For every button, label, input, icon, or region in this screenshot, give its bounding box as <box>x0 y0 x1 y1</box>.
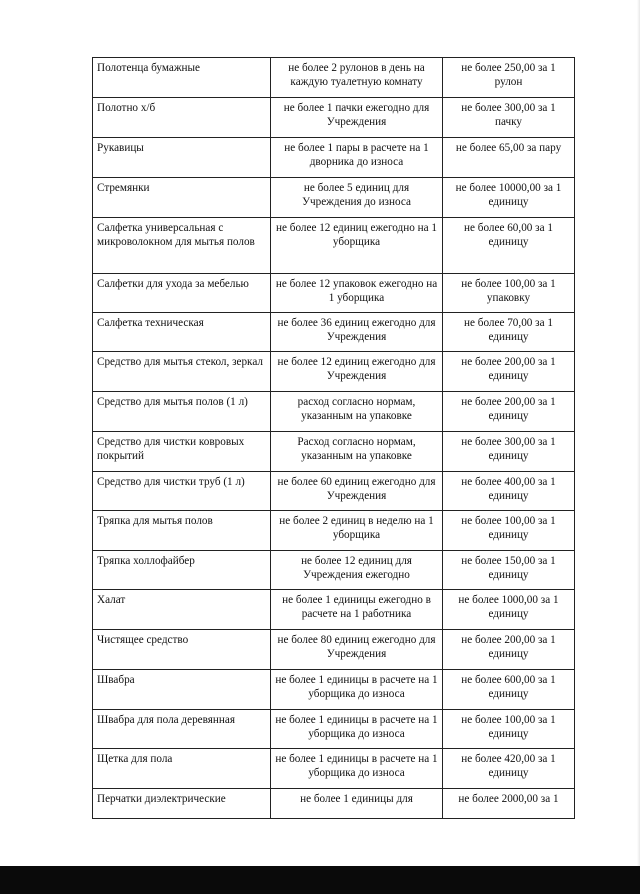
item-price-cell: не более 300,00 за 1 пачку <box>443 98 575 138</box>
item-quantity-cell: не более 1 единицы в расчете на 1 уборщика до износа <box>271 670 443 710</box>
item-name-cell: Тряпка для мытья полов <box>93 511 271 551</box>
item-price-cell: не более 70,00 за 1 единицу <box>443 313 575 352</box>
item-quantity-cell: Расход согласно нормам, указанным на упаковке <box>271 432 443 472</box>
item-name-cell: Халат <box>93 590 271 630</box>
item-price-cell: не более 10000,00 за 1 единицу <box>443 178 575 218</box>
item-name-cell: Швабра для пола деревянная <box>93 710 271 749</box>
item-quantity-cell: не более 12 упаковок ежегодно на 1 уборщика <box>271 274 443 313</box>
item-quantity-cell: не более 12 единиц ежегодно на 1 уборщика <box>271 218 443 274</box>
table-row <box>93 274 575 313</box>
table-row <box>93 218 575 274</box>
item-quantity-cell: не более 1 пачки ежегодно для Учреждения <box>271 98 443 138</box>
item-name-cell: Салфетка техническая <box>93 313 271 352</box>
item-price-cell: не более 65,00 за пару <box>443 138 575 178</box>
table-row <box>93 178 575 218</box>
table-row <box>93 710 575 749</box>
item-price-cell: не более 100,00 за 1 упаковку <box>443 274 575 313</box>
item-quantity-cell: не более 60 единиц ежегодно для Учреждения <box>271 472 443 511</box>
item-quantity-cell: не более 36 единиц ежегодно для Учреждения <box>271 313 443 352</box>
table-row <box>93 630 575 670</box>
item-price-cell: не более 400,00 за 1 единицу <box>443 472 575 511</box>
item-quantity-cell: расход согласно нормам, указанным на упаковке <box>271 392 443 432</box>
table-row <box>93 749 575 789</box>
table-row <box>93 789 575 819</box>
table-row <box>93 432 575 472</box>
item-price-cell: не более 200,00 за 1 единицу <box>443 352 575 392</box>
item-price-cell: не более 200,00 за 1 единицу <box>443 630 575 670</box>
table-row <box>93 472 575 511</box>
table-row <box>93 313 575 352</box>
item-name-cell: Салфетки для ухода за мебелью <box>93 274 271 313</box>
item-name-cell: Щетка для пола <box>93 749 271 789</box>
item-name-cell: Швабра <box>93 670 271 710</box>
item-price-cell: не более 420,00 за 1 единицу <box>443 749 575 789</box>
item-name-cell: Полотно х/б <box>93 98 271 138</box>
table-row <box>93 590 575 630</box>
item-name-cell: Салфетка универсальная с микроволокном для мытья полов <box>93 218 271 274</box>
item-price-cell: не более 600,00 за 1 единицу <box>443 670 575 710</box>
table-row <box>93 392 575 432</box>
item-quantity-cell: не более 12 единиц для Учреждения ежегодно <box>271 551 443 590</box>
item-name-cell: Полотенца бумажные <box>93 58 271 98</box>
item-quantity-cell: не более 1 пары в расчете на 1 дворника до износа <box>271 138 443 178</box>
item-quantity-cell: не более 12 единиц ежегодно для Учреждения <box>271 352 443 392</box>
item-price-cell: не более 200,00 за 1 единицу <box>443 392 575 432</box>
item-quantity-cell: не более 80 единиц ежегодно для Учреждения <box>271 630 443 670</box>
item-price-cell: не более 100,00 за 1 единицу <box>443 710 575 749</box>
item-name-cell: Средство для чистки ковровых покрытий <box>93 432 271 472</box>
item-quantity-cell: не более 5 единиц для Учреждения до износа <box>271 178 443 218</box>
item-name-cell: Средство для чистки труб (1 л) <box>93 472 271 511</box>
item-quantity-cell: не более 2 рулонов в день на каждую туалетную комнату <box>271 58 443 98</box>
item-price-cell: не более 150,00 за 1 единицу <box>443 551 575 590</box>
table-row <box>93 58 575 98</box>
item-quantity-cell: не более 1 единицы в расчете на 1 уборщика до износа <box>271 710 443 749</box>
item-price-cell: не более 100,00 за 1 единицу <box>443 511 575 551</box>
scan-bottom-border <box>0 866 640 894</box>
item-quantity-cell: не более 1 единицы в расчете на 1 уборщика до износа <box>271 749 443 789</box>
item-price-cell: не более 60,00 за 1 единицу <box>443 218 575 274</box>
table-row <box>93 98 575 138</box>
item-quantity-cell: не более 2 единиц в неделю на 1 уборщика <box>271 511 443 551</box>
table-row <box>93 511 575 551</box>
item-quantity-cell: не более 1 единицы ежегодно в расчете на 1 работника <box>271 590 443 630</box>
item-name-cell: Перчатки диэлектрические <box>93 789 271 819</box>
item-name-cell: Средство для мытья стекол, зеркал <box>93 352 271 392</box>
table-row <box>93 670 575 710</box>
item-quantity-cell: не более 1 единицы для <box>271 789 443 819</box>
item-price-cell: не более 300,00 за 1 единицу <box>443 432 575 472</box>
item-price-cell: не более 250,00 за 1 рулон <box>443 58 575 98</box>
item-name-cell: Рукавицы <box>93 138 271 178</box>
table-row <box>93 352 575 392</box>
item-price-cell: не более 1000,00 за 1 единицу <box>443 590 575 630</box>
norms-table-body <box>93 58 575 819</box>
item-name-cell: Стремянки <box>93 178 271 218</box>
table-row <box>93 138 575 178</box>
item-price-cell: не более 2000,00 за 1 <box>443 789 575 819</box>
norms-table <box>92 57 575 819</box>
table-row <box>93 551 575 590</box>
item-name-cell: Средство для мытья полов (1 л) <box>93 392 271 432</box>
item-name-cell: Тряпка холлофайбер <box>93 551 271 590</box>
item-name-cell: Чистящее средство <box>93 630 271 670</box>
